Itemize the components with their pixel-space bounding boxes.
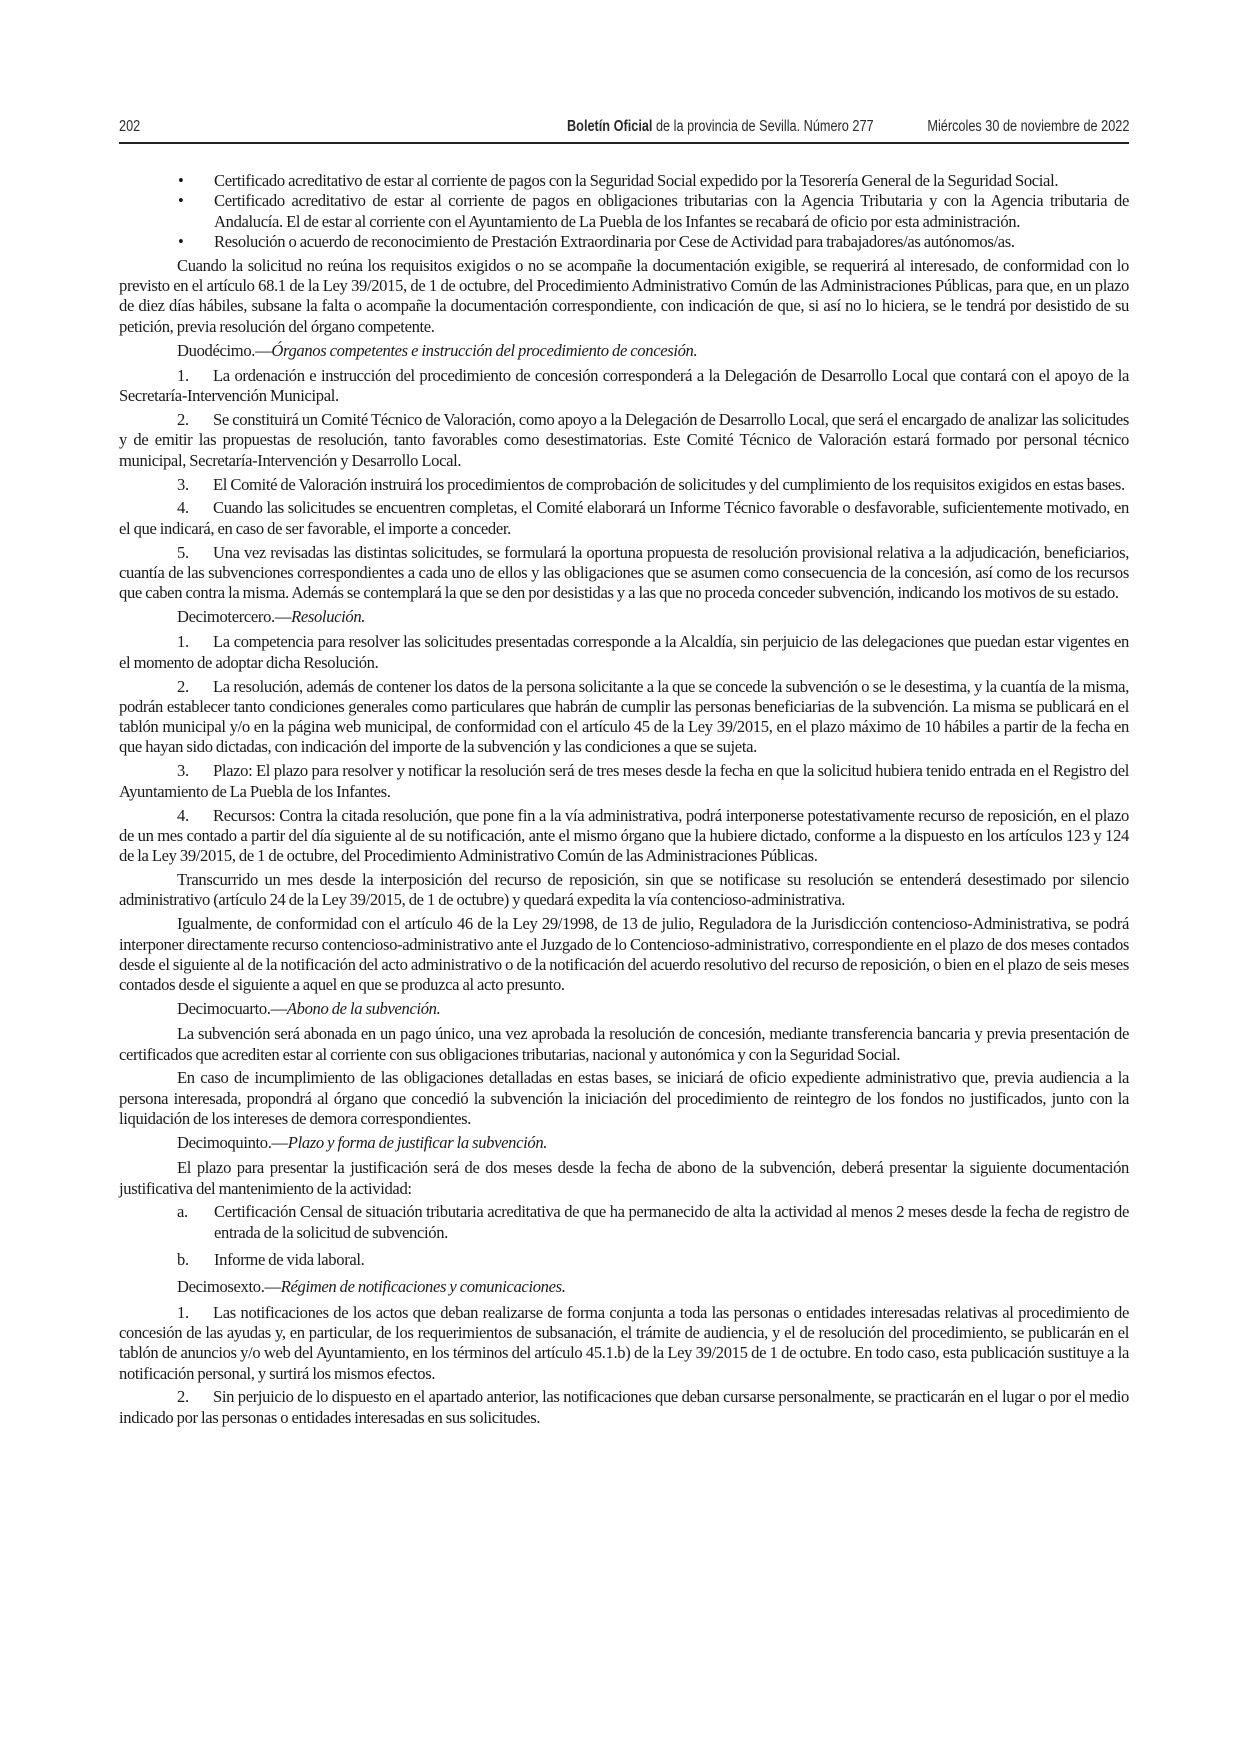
item-marker: a. — [177, 1202, 188, 1222]
section-title: Resolución. — [291, 607, 366, 627]
document-body — [119, 171, 1129, 1432]
section-label: Duodécimo.— — [177, 340, 272, 360]
bullet-icon: • — [178, 231, 184, 251]
publication-issue: de la provincia de Sevilla. Número 277 — [652, 118, 874, 135]
numbered-paragraph — [119, 498, 1129, 539]
item-text: Se constituirá un Comité Técnico de Valoración, como apoyo a la Delegación de Desarrollo Local, que será el encargado de analizar las solicitudes y de emitir las propuestas de resolución, tanto favorables como desestimatorias. Este Comité Técnico de Valoración estará formado por personal técnico municipal, Secretaría-Intervención y Desarrollo Local. — [119, 410, 1129, 470]
numbered-paragraph — [119, 410, 1129, 471]
item-text: Plazo: El plazo para resolver y notificar la resolución será de tres meses desde la fecha en que la solicitud hubiera tenido entrada en el Registro del Ayuntamiento de La Puebla de los Infantes. — [119, 761, 1129, 801]
numbered-paragraph — [119, 1387, 1129, 1428]
item-number: 4. — [177, 498, 189, 518]
item-number: 3. — [177, 761, 189, 781]
documentation-list — [119, 1202, 1129, 1270]
numbered-paragraph — [119, 761, 1129, 802]
section-title: Régimen de notificaciones y comunicaciones. — [280, 1277, 566, 1297]
page-number: 202 — [119, 118, 141, 135]
publication-title — [567, 118, 874, 136]
list-item-text: Certificación Censal de situación tributaria acreditativa de que ha permanecido de alta la actividad al menos 2 meses desde la fecha de registro de entrada de la solicitud de subvención. — [214, 1202, 1129, 1242]
numbered-paragraph — [119, 543, 1129, 604]
section-heading — [119, 607, 1129, 627]
section-label: Decimotercero.— — [177, 607, 292, 627]
item-text: Cuando las solicitudes se encuentren completas, el Comité elaborará un Informe Técnico favorable o desfavorable, suficientemente motivado, en el que indicará, en caso de ser favorable, el importe a conceder. — [119, 498, 1129, 538]
item-text: Sin perjuicio de lo dispuesto en el apartado anterior, las notificaciones que deban cursarse personalmente, se practicarán en el lugar o por el medio indicado por las personas o entidades interesadas en sus solicitudes. — [119, 1387, 1129, 1427]
list-item-text: Certificado acreditativo de estar al corriente de pagos en obligaciones tributarias con la Agencia Tributaria y con la Agencia tributaria de Andalucía. El de estar al corriente con el Ayuntamiento de La Puebla de los Infantes se recabará de oficio por esta administración. — [214, 191, 1129, 231]
paragraph: El plazo para presentar la justificación será de dos meses desde la fecha de abono de la subvención, deberá presentar la siguiente documentación justificativa del mantenimiento de la actividad: — [119, 1158, 1129, 1198]
paragraph: En caso de incumplimiento de las obligaciones detalladas en estas bases, se iniciará de oficio expediente administrativo que, previa audiencia a la persona interesada, propondrá al órgano que concedió la subvención la iniciación del procedimiento de reintegro de los fondos no justificados, junto con la liquidación de los intereses de demora correspondientes. — [119, 1068, 1129, 1129]
list-item-text: Resolución o acuerdo de reconocimiento de Prestación Extraordinaria por Cese de Actividad para trabajadores/as autónomos/as. — [214, 231, 1015, 251]
bullet-icon: • — [178, 171, 184, 190]
item-number: 5. — [177, 542, 189, 562]
section-heading — [119, 999, 1129, 1019]
item-text: Las notificaciones de los actos que deban realizarse de forma conjunta a toda las personas o entidades interesadas relativas al procedimiento de concesión de las ayudas y, en particular, de los requerimientos de subsanación, el trámite de audiencia, y el de resolución del procedimiento, se publicarán en el tablón de anuncios y/o web del Ayuntamiento, en los términos del artículo 45.1.b) de la Ley 39/2015 de 1 de octubre. En todo caso, esta publicación sustituye a la notificación personal, y surtirá los mismos efectos. — [119, 1302, 1129, 1383]
list-item — [119, 232, 1129, 252]
requirements-bullet-list — [119, 171, 1129, 252]
item-text: Una vez revisadas las distintas solicitudes, se formulará la oportuna propuesta de resolución provisional relativa a la adjudicación, beneficiarios, cuantía de las subvenciones correspondientes a cada uno de ellos y las obligaciones que se asumen como consecuencia de la concesión, así como de los recursos que caben contra la misma. Además se contemplará la que se den por desistidas y a las que no proceda conceder subvención, indicando los motivos de su estado. — [119, 542, 1129, 603]
numbered-paragraph — [119, 806, 1129, 867]
item-number: 1. — [177, 365, 189, 385]
numbered-paragraph — [119, 677, 1129, 758]
numbered-paragraph — [119, 366, 1129, 407]
item-number: 1. — [177, 1302, 189, 1322]
item-text: La competencia para resolver las solicitudes presentadas corresponde a la Alcaldía, sin perjuicio de las delegaciones que puedan estar vigentes en el momento de adoptar dicha Resolución. — [119, 632, 1129, 672]
list-item-text: Informe de vida laboral. — [214, 1250, 365, 1270]
publication-name-bold: Boletín Oficial — [567, 118, 653, 135]
paragraph: Cuando la solicitud no reúna los requisitos exigidos o no se acompañe la documentación exigible, se requerirá al interesado, de conformidad con lo previsto en el artículo 68.1 de la Ley 39/2015, de 1 de octubre, del Procedimiento Administrativo Común de las Administraciones Públicas, para que, en un plazo de diez días hábiles, subsane la falta o acompañe la documentación correspondiente, con indicación de que, si así no lo hiciera, se le tendrá por desistido de su petición, previa resolución del órgano competente. — [119, 255, 1129, 336]
item-number: 1. — [177, 632, 189, 652]
list-item — [119, 1250, 1129, 1270]
list-item — [119, 171, 1129, 191]
item-number: 4. — [177, 805, 189, 825]
numbered-paragraph — [119, 632, 1129, 673]
section-label: Decimocuarto.— — [177, 999, 287, 1018]
page-header — [119, 116, 1129, 144]
item-text: La resolución, además de contener los datos de la persona solicitante a la que se concede la subvención o se le desestima, y la cuantía de la misma, podrán establecer tanto condiciones generales como particulares que habrán de cumplir las personas beneficiarias de la subvención. La misma se publicará en el tablón municipal y/o en la página web municipal, de conformidad con el artículo 45 de la Ley 39/2015, en el plazo máximo de 10 hábiles a partir de la fecha en que hayan sido dictadas, con indicación del importe de la subvención y las condiciones a que se sujeta. — [119, 676, 1129, 757]
paragraph: Transcurrido un mes desde la interposición del recurso de reposición, sin que se notificase su resolución se entenderá desestimado por silencio administrativo (artículo 24 de la Ley 39/2015, de 1 de octubre) y quedará expedita la vía contencioso-administrativa. — [119, 870, 1129, 910]
section-title: Abono de la subvención. — [286, 999, 441, 1018]
list-item — [119, 191, 1129, 232]
item-text: El Comité de Valoración instruirá los procedimientos de comprobación de solicitudes y del cumplimiento de los requisitos exigidos en estas bases. — [213, 474, 1125, 494]
paragraph: La subvención será abonada en un pago único, una vez aprobada la resolución de concesión, mediante transferencia bancaria y previa presentación de certificados que acrediten estar al corriente con sus obligaciones tributarias, nacional y autonómica y con la Seguridad Social. — [119, 1024, 1129, 1064]
section-title: Plazo y forma de justificar la subvención. — [287, 1132, 548, 1152]
publication-date: Miércoles 30 de noviembre de 2022 — [926, 118, 1129, 135]
item-number: 3. — [177, 474, 189, 494]
item-text: Recursos: Contra la citada resolución, que pone fin a la vía administrativa, podrá interponerse potestativamente recurso de reposición, en el plazo de un mes contado a partir del día siguiente al de su notificación, ante el mismo órgano que la hubiere dictado, conforme a la dispuesto en los artículos 123 y 124 de la Ley 39/2015, de 1 de octubre, del Procedimiento Administrativo Común de las Administraciones Públicas. — [119, 805, 1129, 866]
numbered-paragraph — [119, 1303, 1129, 1384]
section-label: Decimoquinto.— — [177, 1132, 288, 1152]
list-item-text: Certificado acreditativo de estar al corriente de pagos con la Seguridad Social expedido por la Tesorería General de la Seguridad Social. — [214, 171, 1059, 190]
item-number: 2. — [177, 1387, 189, 1407]
numbered-paragraph — [119, 475, 1129, 495]
item-number: 2. — [177, 676, 189, 696]
section-heading — [119, 1277, 1129, 1297]
paragraph: Igualmente, de conformidad con el artículo 46 de la Ley 29/1998, de 13 de julio, Reguladora de la Jurisdicción contencioso-Administrativa, se podrá interponer directamente recurso contencioso-administrativo ante el Juzgado de lo Contencioso-administrativo, correspondiente en el plazo de dos meses contados desde el siguiente al de la notificación del acto administrativo o de la notificación del acuerdo resolutivo del recurso de reposición, o bien en el plazo de seis meses contados desde el siguiente a aquel en que se produzca al acto presunto. — [119, 914, 1129, 995]
section-title: Órganos competentes e instrucción del procedimiento de concesión. — [271, 340, 698, 360]
item-number: 2. — [177, 410, 189, 430]
section-label: Decimosexto.— — [177, 1277, 281, 1297]
bullet-icon: • — [178, 191, 184, 211]
section-heading — [119, 1133, 1129, 1153]
item-text: La ordenación e instrucción del procedimiento de concesión corresponderá a la Delegación de Desarrollo Local que contará con el apoyo de la Secretaría-Intervención Municipal. — [119, 365, 1129, 406]
list-item — [119, 1202, 1129, 1243]
item-marker: b. — [177, 1250, 189, 1270]
section-heading — [119, 341, 1129, 361]
